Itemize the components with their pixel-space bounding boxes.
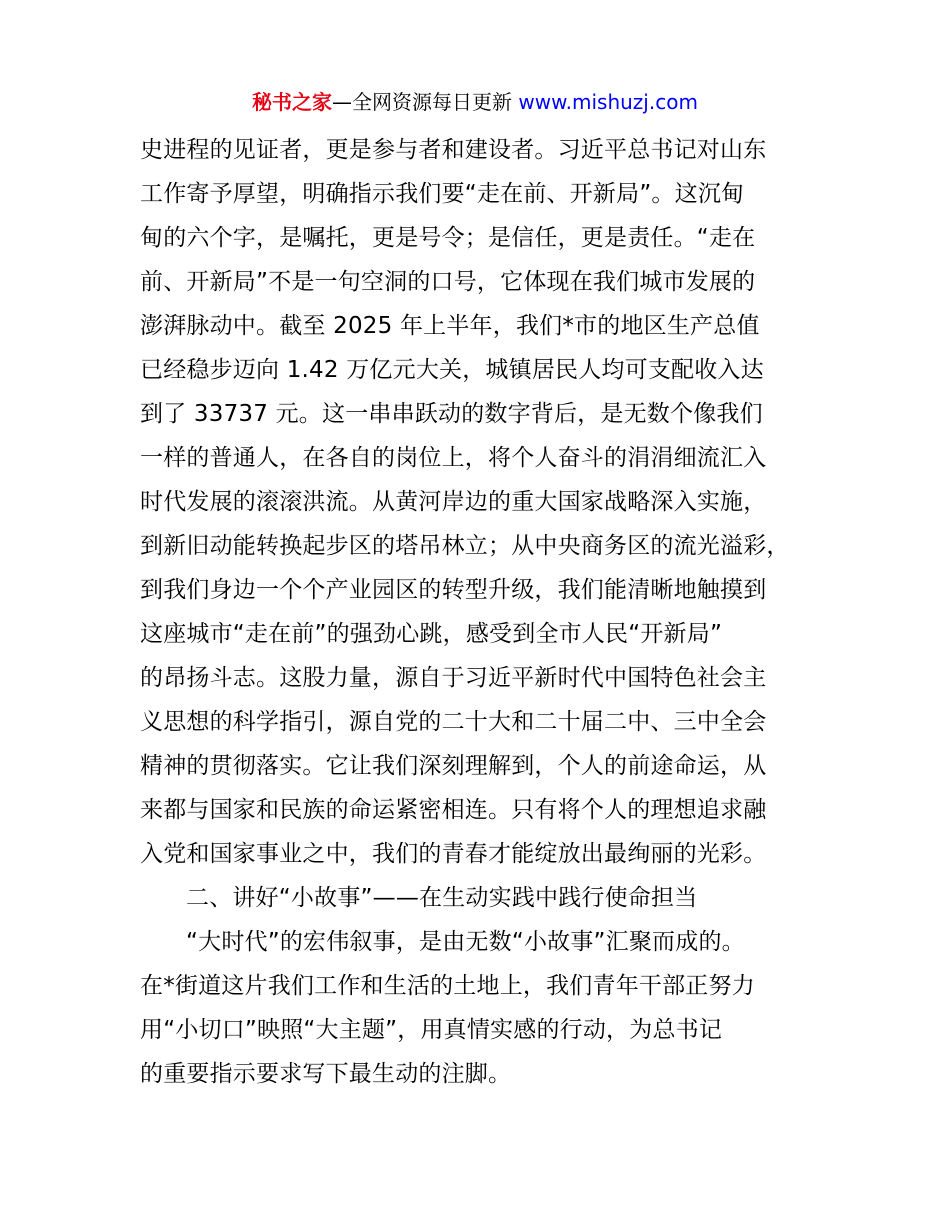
- site-header: [0, 84, 950, 120]
- body-line: 用“小切口”映照“大主题”，用真情实感的行动，为总书记: [140, 1017, 723, 1043]
- body-line: 的重要指示要求写下最生动的注脚。: [140, 1061, 512, 1087]
- body-line: 的昂扬斗志。这股力量，源自于习近平新时代中国特色社会主: [140, 665, 767, 691]
- body-line: 已经稳步迈向 1.42 万亿元大关，城镇居民人均可支配收入达: [140, 357, 764, 383]
- body-line: 到我们身边一个个产业园区的转型升级，我们能清晰地触摸到: [140, 577, 767, 603]
- header-url-link[interactable]: www.mishuzj.com: [518, 90, 698, 114]
- body-line: 精神的贯彻落实。它让我们深刻理解到，个人的前途命运，从: [140, 753, 767, 779]
- document-body: [140, 128, 820, 1096]
- body-line: “大时代”的宏伟叙事，是由无数“小故事”汇聚而成的。: [186, 929, 745, 955]
- body-line: 来都与国家和民族的命运紧密相连。只有将个人的理想追求融: [140, 797, 767, 823]
- body-line: 义思想的科学指引，源自党的二十大和二十届二中、三中全会: [140, 709, 767, 735]
- body-line: 在*街道这片我们工作和生活的土地上，我们青年干部正努力: [140, 973, 755, 999]
- header-tagline: —全网资源每日更新: [332, 90, 519, 114]
- body-line: 澎湃脉动中。截至 2025 年上半年，我们*市的地区生产总值: [140, 313, 760, 339]
- body-line: 到了 33737 元。这一串串跃动的数字背后，是无数个像我们: [140, 401, 763, 427]
- body-line: 工作寄予厚望，明确指示我们要“走在前、开新局”。这沉甸: [140, 181, 745, 207]
- header-brand: 秘书之家: [252, 90, 333, 114]
- body-line: 一样的普通人，在各自的岗位上，将个人奋斗的涓涓细流汇入: [140, 445, 767, 471]
- body-line: 这座城市“走在前”的强劲心跳，感受到全市人民“开新局”: [140, 621, 723, 647]
- body-line: 时代发展的滚滚洪流。从黄河岸边的重大国家战略深入实施，: [140, 489, 767, 515]
- section-heading: 二、讲好“小故事”——在生动实践中践行使命担当: [186, 885, 698, 911]
- body-line: 甸的六个字，是嘱托，更是号令；是信任，更是责任。“走在: [140, 225, 756, 251]
- body-line: 前、开新局”不是一句空洞的口号，它体现在我们城市发展的: [140, 269, 756, 295]
- body-line: 到新旧动能转换起步区的塔吊林立；从中央商务区的流光溢彩，: [140, 533, 790, 559]
- body-line: 入党和国家事业之中，我们的青春才能绽放出最绚丽的光彩。: [140, 841, 767, 867]
- body-line: 史进程的见证者，更是参与者和建设者。习近平总书记对山东: [140, 137, 767, 163]
